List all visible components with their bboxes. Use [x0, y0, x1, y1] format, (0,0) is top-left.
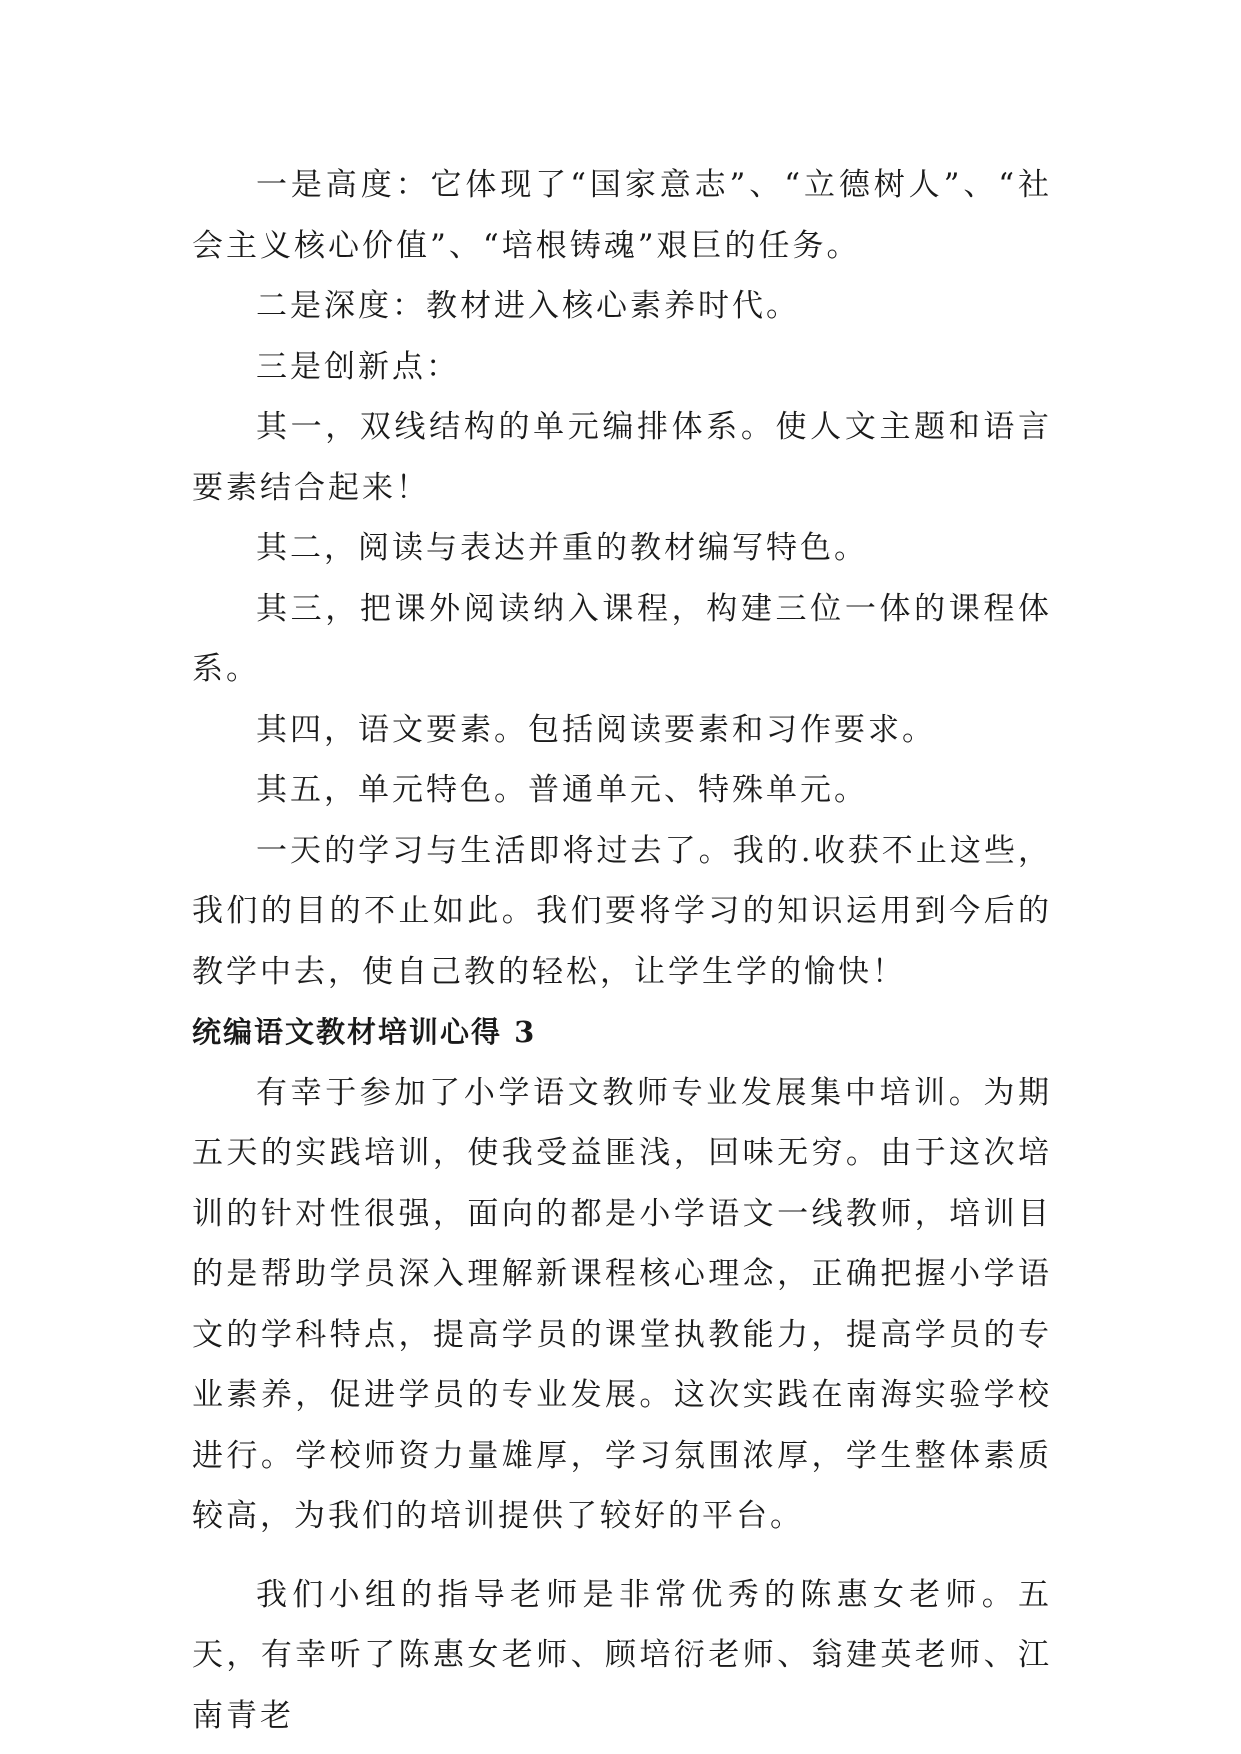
paragraph-point-four: 其四，语文要素。包括阅读要素和习作要求。 [256, 711, 936, 748]
paragraph-height: 一是高度：它体现了“国家意志”、“立德树人”、“社会主义核心价值”、“培根铸魂”艰巨的任务。 [192, 167, 1052, 264]
document-body [192, 155, 1052, 1746]
paragraph-depth: 二是深度：教材进入核心素养时代。 [256, 288, 800, 324]
paragraph-innovation: 三是创新点： [256, 348, 460, 385]
paragraph-point-five: 其五，单元特色。普通单元、特殊单元。 [256, 772, 868, 808]
paragraph-summary: 一天的学习与生活即将过去了。我的.收获不止这些，我们的目的不止如此。我们要将学习的知识运用到今后的教学中去，使自己教的轻松，让学生学的愉快！ [192, 832, 1052, 990]
paragraph-training-intro: 有幸于参加了小学语文教师专业发展集中培训。为期五天的实践培训，使我受益匪浅，回味无穷。由于这次培训的针对性很强，面向的都是小学语文一线教师，培训目的是帮助学员深入理解新课程核心理念，正确把握小学语文的学科特点，提高学员的课堂执教能力，提高学员的专业素养，促进学员的专业发展。这次实践在南海实验学校进行。学校师资力量雄厚，学习氛围浓厚，学生整体素质较高，为我们的培训提供了较好的平台。 [192, 1074, 1052, 1534]
paragraph-group-mentor: 我们小组的指导老师是非常优秀的陈惠女老师。五天，有幸听了陈惠女老师、顾培衍老师、翁建英老师、江南青老 [192, 1576, 1052, 1734]
paragraph-point-three: 其三，把课外阅读纳入课程，构建三位一体的课程体系。 [192, 590, 1052, 687]
paragraph-point-one: 其一，双线结构的单元编排体系。使人文主题和语言要素结合起来！ [192, 409, 1052, 506]
section-heading: 统编语文教材培训心得 3 [192, 1015, 537, 1049]
paragraph-point-two: 其二，阅读与表达并重的教材编写特色。 [256, 530, 868, 566]
